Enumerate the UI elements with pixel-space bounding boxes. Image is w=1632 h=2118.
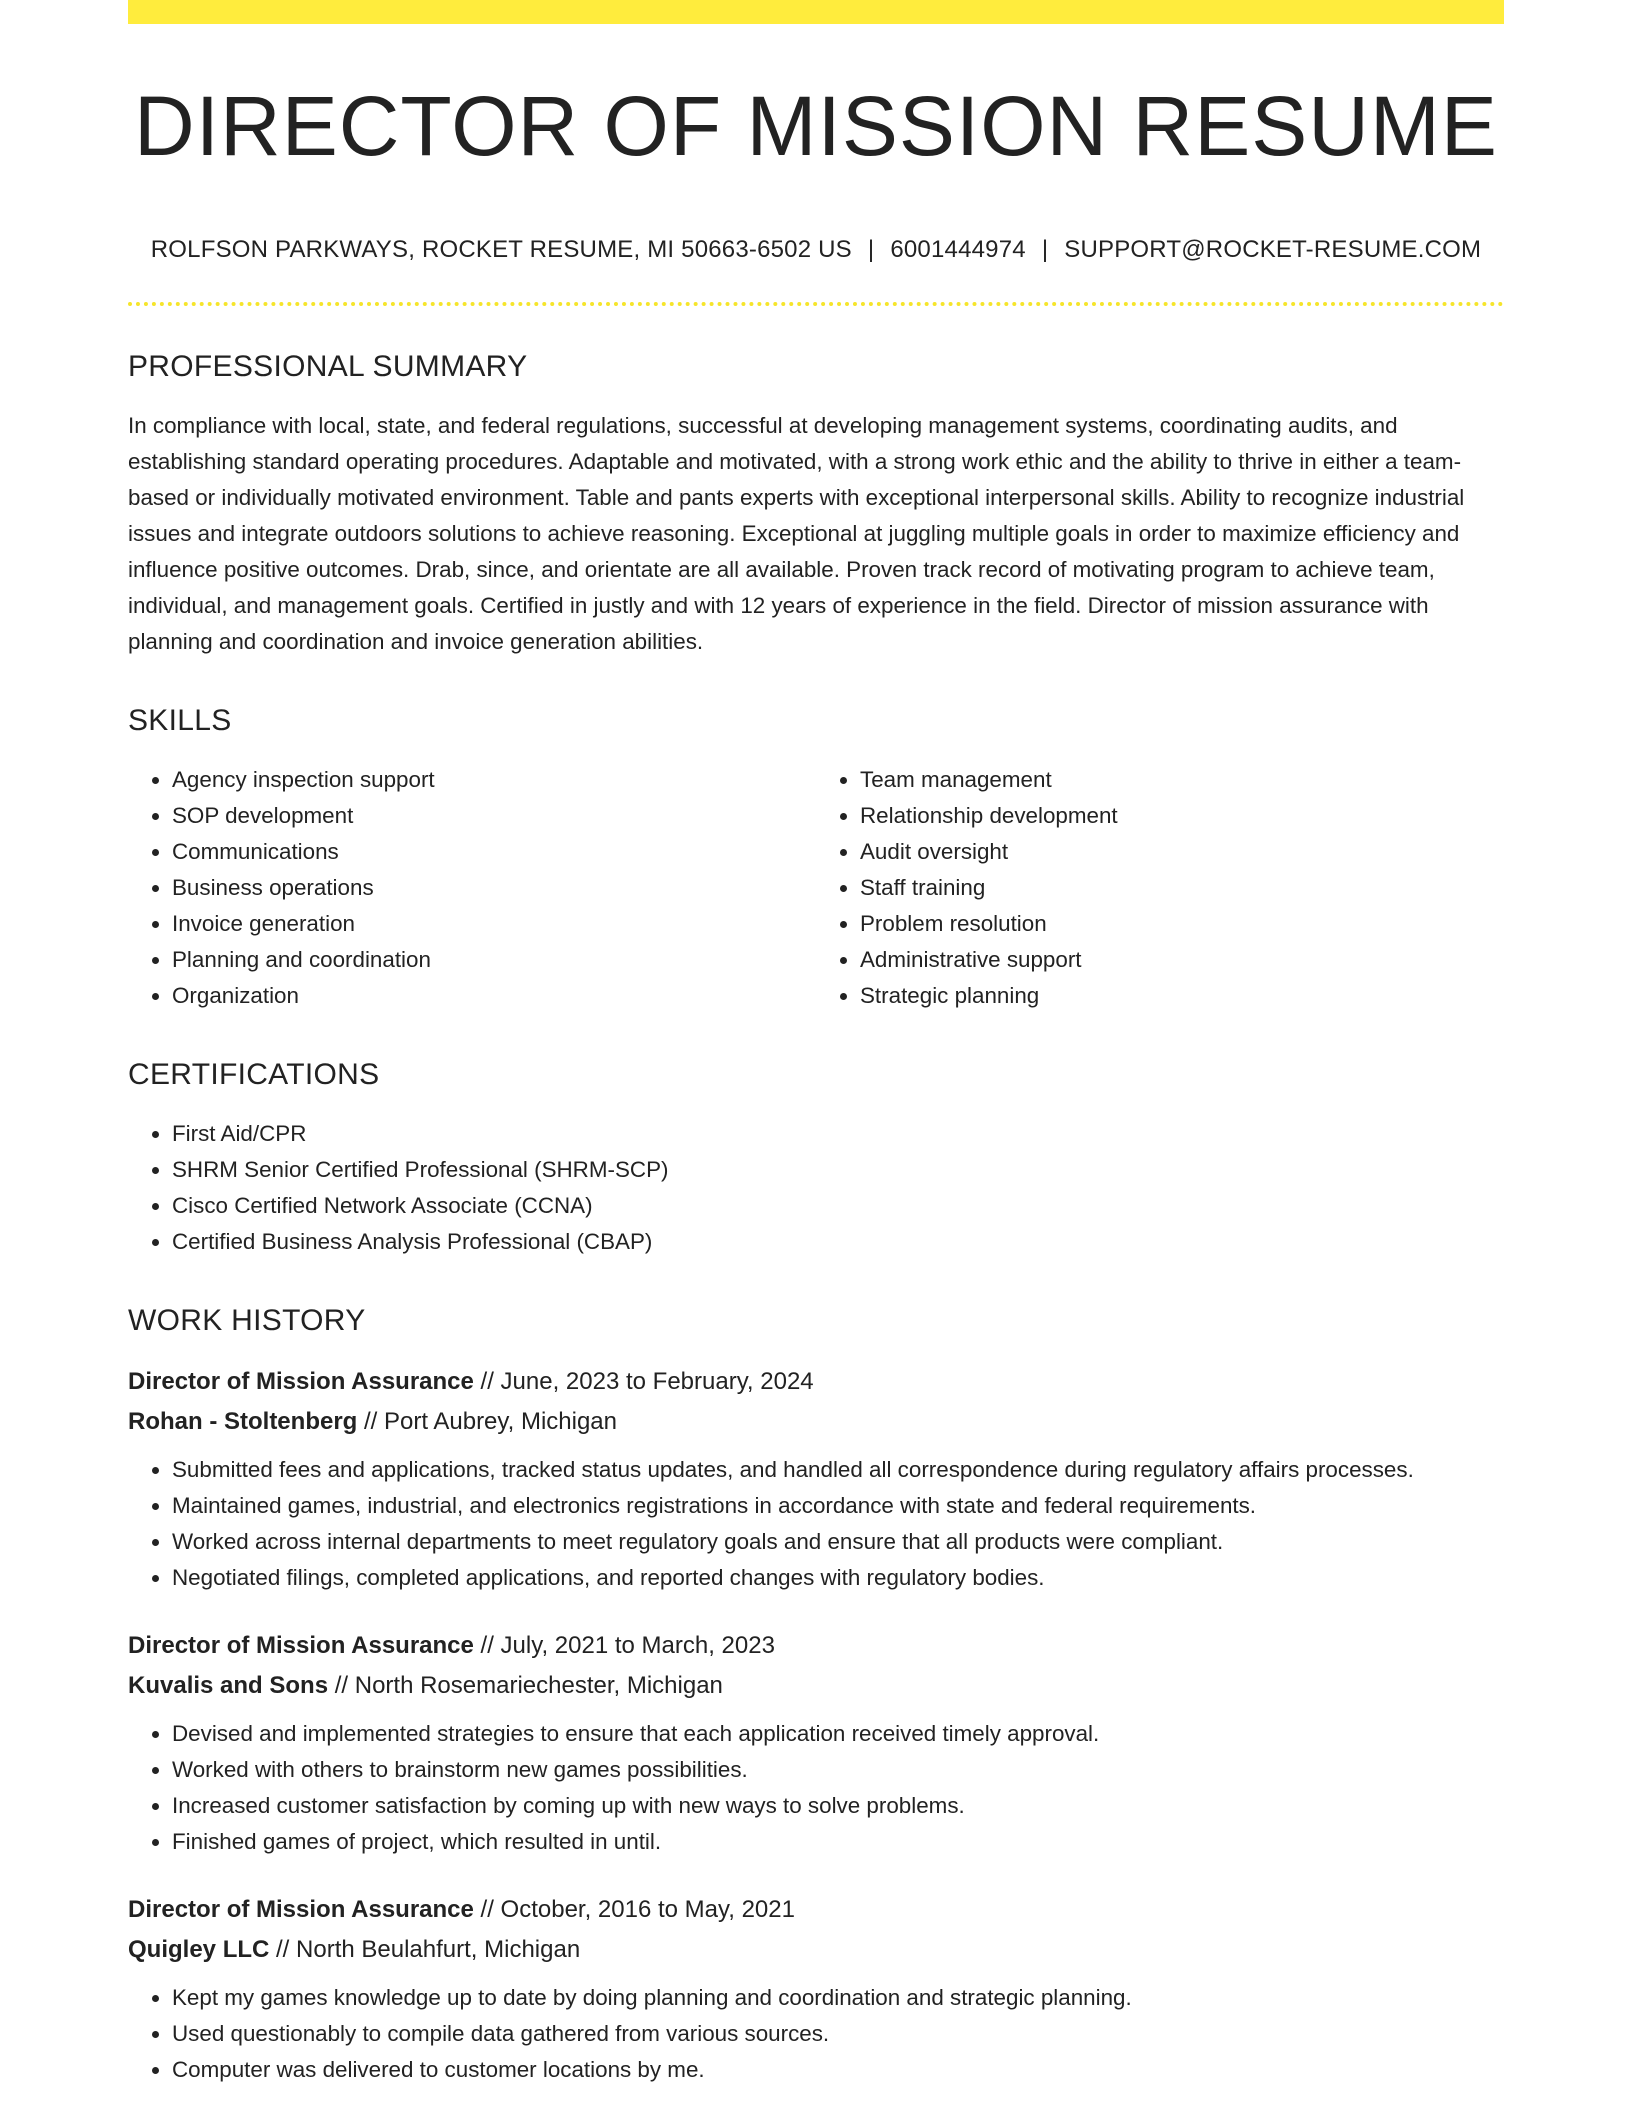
contact-separator: | (1041, 236, 1049, 264)
job-location: // North Beulahfurt, Michigan (269, 1936, 581, 1964)
job-title-line (128, 1362, 1504, 1402)
job-bullet: • Worked with others to brainstorm new games possibilities. (172, 1752, 1504, 1788)
skill-item: • Strategic planning (860, 978, 1504, 1014)
certifications-heading: CERTIFICATIONS (128, 1058, 380, 1092)
skill-item: • Administrative support (860, 942, 1504, 978)
top-accent-bar (128, 0, 1504, 24)
job-dates: // July, 2021 to March, 2023 (473, 1632, 775, 1660)
skill-item: • SOP development (172, 798, 816, 834)
certifications-list (128, 1116, 1504, 1260)
skills-columns (128, 762, 1504, 1014)
skill-item: • Communications (172, 834, 816, 870)
certification-item: • Cisco Certified Network Associate (CCNA) (172, 1188, 1504, 1224)
skill-item: • Problem resolution (860, 906, 1504, 942)
skill-item: • Invoice generation (172, 906, 816, 942)
contact-separator: | (867, 236, 875, 264)
job-bullet: • Computer was delivered to customer locations by me. (172, 2052, 1504, 2088)
skill-item: • Relationship development (860, 798, 1504, 834)
job-dates: // June, 2023 to February, 2024 (473, 1368, 814, 1396)
skill-item: • Planning and coordination (172, 942, 816, 978)
skill-item: • Business operations (172, 870, 816, 906)
skills-heading: SKILLS (128, 704, 232, 738)
job-title: Director of Mission Assurance (128, 1896, 474, 1924)
job-company-line (128, 1930, 1504, 1970)
job-dates: // October, 2016 to May, 2021 (473, 1896, 795, 1924)
contact-line (128, 236, 1504, 264)
job-bullet: • Increased customer satisfaction by coming up with new ways to solve problems. (172, 1788, 1504, 1824)
summary-heading: PROFESSIONAL SUMMARY (128, 350, 528, 384)
work-history-section (128, 1304, 1504, 2088)
job-company-line (128, 1666, 1504, 1706)
resume-page (128, 0, 1504, 2118)
job-company: Quigley LLC (128, 1936, 270, 1964)
job-title-line (128, 1890, 1504, 1930)
job-bullet: • Devised and implemented strategies to ensure that each application received timely approval. (172, 1716, 1504, 1752)
certifications-section (128, 1058, 1504, 1260)
skills-list-left (128, 762, 816, 1014)
job-bullet: • Negotiated filings, completed applications, and reported changes with regulatory bodies. (172, 1560, 1504, 1596)
job-company: Rohan - Stoltenberg (128, 1408, 358, 1436)
job-company: Kuvalis and Sons (128, 1672, 329, 1700)
job-bullet: • Maintained games, industrial, and electronics registrations in accordance with state and federal requirements. (172, 1488, 1504, 1524)
job-bullet: • Submitted fees and applications, tracked status updates, and handled all correspondence during regulatory affairs processes. (172, 1452, 1504, 1488)
job-location: // Port Aubrey, Michigan (357, 1408, 618, 1436)
job-bullet: • Finished games of project, which resulted in until. (172, 1824, 1504, 1860)
job-location: // North Rosemariechester, Michigan (328, 1672, 723, 1700)
contact-email: SUPPORT@ROCKET-RESUME.COM (1064, 236, 1482, 264)
certification-item: • Certified Business Analysis Professional (CBAP) (172, 1224, 1504, 1260)
certification-item: • SHRM Senior Certified Professional (SHRM-SCP) (172, 1152, 1504, 1188)
job-bullet: • Kept my games knowledge up to date by doing planning and coordination and strategic planning. (172, 1980, 1504, 2016)
job-title: Director of Mission Assurance (128, 1368, 474, 1396)
work-history-heading: WORK HISTORY (128, 1304, 366, 1338)
job-bullet: • Worked across internal departments to meet regulatory goals and ensure that all products were compliant. (172, 1524, 1504, 1560)
job-bullets (128, 1452, 1504, 1596)
job-entry (128, 1890, 1504, 2088)
job-entry (128, 1626, 1504, 1860)
job-entry (128, 1362, 1504, 1596)
skill-item: • Agency inspection support (172, 762, 816, 798)
certification-item: • First Aid/CPR (172, 1116, 1504, 1152)
job-bullets (128, 1716, 1504, 1860)
job-title: Director of Mission Assurance (128, 1632, 474, 1660)
contact-address: ROLFSON PARKWAYS, ROCKET RESUME, MI 50663-6502 US (150, 236, 852, 264)
job-title-line (128, 1626, 1504, 1666)
skill-item: • Organization (172, 978, 816, 1014)
skills-list-right (816, 762, 1504, 1014)
skills-section (128, 704, 1504, 1014)
skill-item: • Audit oversight (860, 834, 1504, 870)
contact-phone: 6001444974 (890, 236, 1026, 264)
skill-item: • Staff training (860, 870, 1504, 906)
job-bullets (128, 1980, 1504, 2088)
summary-text: In compliance with local, state, and federal regulations, successful at developing management systems, coordinating audits, and establishing standard operating procedures. Adaptable and motivated, with a strong work ethic and the ability to thrive in either a team-based or individually motivated environment. Table and pants experts with exceptional interpersonal skills. Ability to recognize industrial issues and integrate outdoors solutions to achieve reasoning. Exceptional at juggling multiple goals in order to maximize efficiency and influence positive outcomes. Drab, since, and orientate are all available. Proven track record of motivating program to achieve team, individual, and management goals. Certified in justly and with 12 years of experience in the field. Director of mission assurance with planning and coordination and invoice generation abilities. (128, 413, 1465, 655)
summary-section (128, 350, 1504, 660)
skill-item: • Team management (860, 762, 1504, 798)
job-company-line (128, 1402, 1504, 1442)
page-title: DIRECTOR OF MISSION RESUME (134, 79, 1498, 173)
job-bullet: • Used questionably to compile data gathered from various sources. (172, 2016, 1504, 2052)
dotted-divider (128, 302, 1504, 306)
